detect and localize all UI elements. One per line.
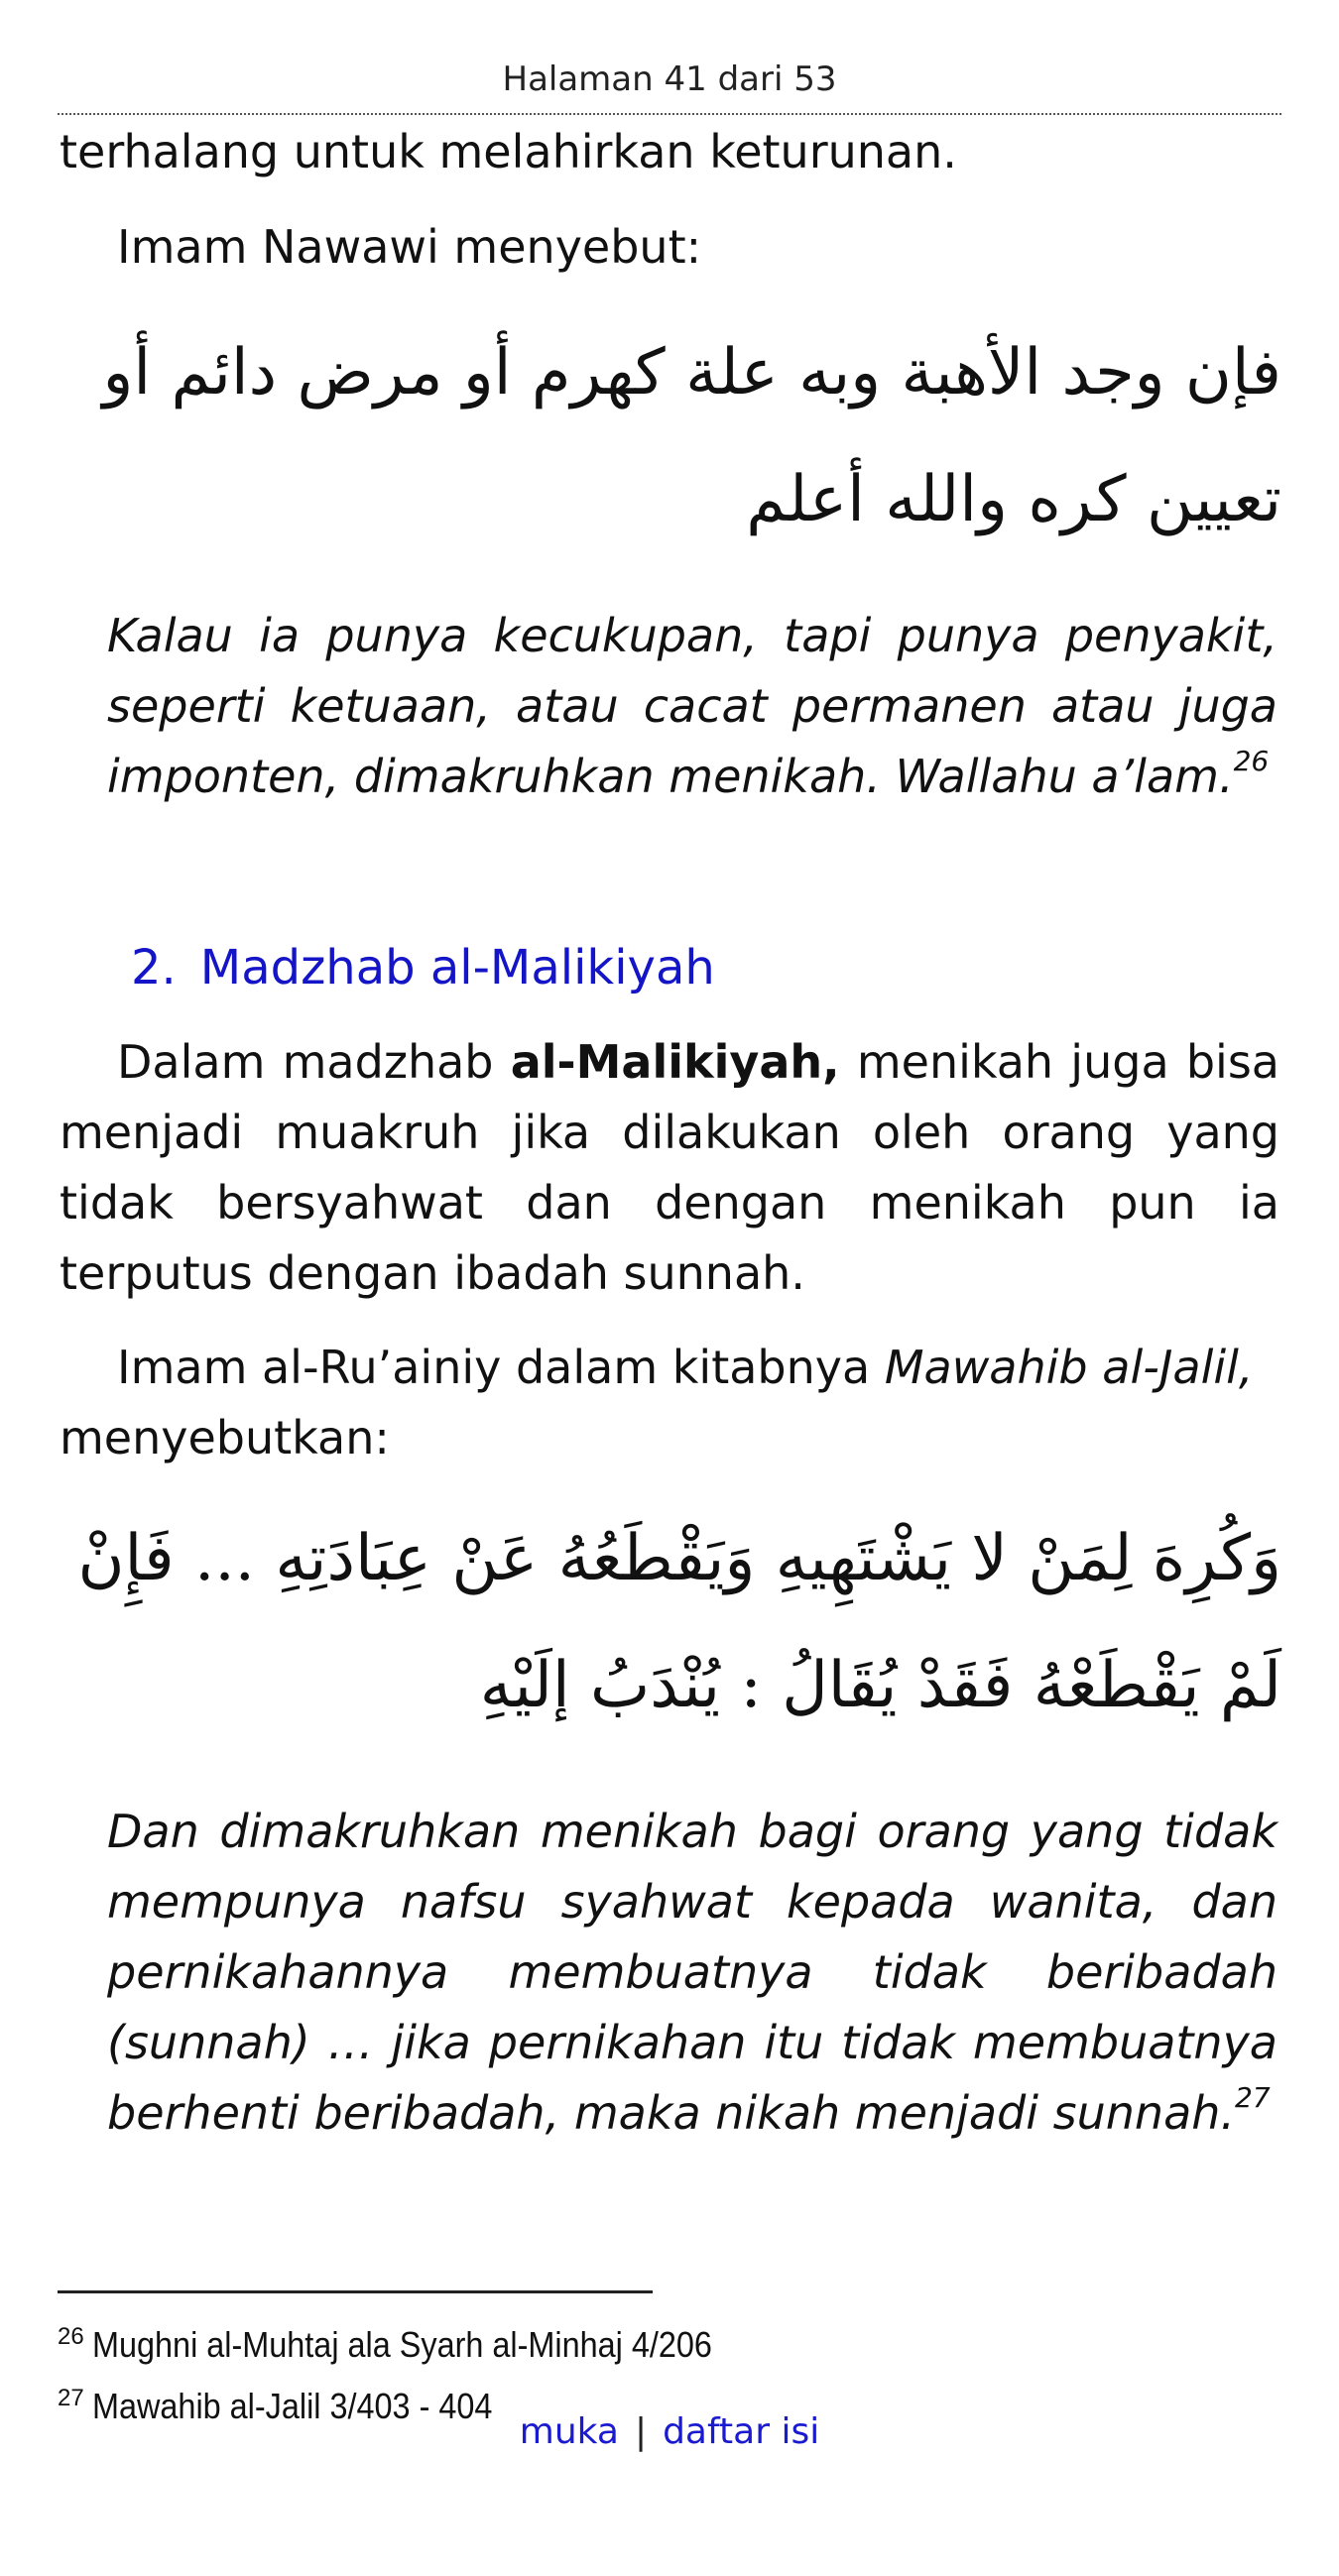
page-navigation bbox=[0, 2411, 1339, 2452]
footnote-number: 26 bbox=[58, 2323, 84, 2350]
translation-quote-ruainiy bbox=[107, 1797, 1278, 2149]
footnote-divider bbox=[58, 2290, 653, 2293]
paragraph-imam-nawawi: Imam Nawawi menyebut: bbox=[117, 220, 702, 274]
footnote-text: Mawahib al-Jalil 3/403 - 404 bbox=[91, 2386, 493, 2426]
header-divider bbox=[58, 113, 1281, 115]
footnote-number: 27 bbox=[58, 2385, 84, 2411]
footnote-ref-26[interactable]: 26 bbox=[1233, 744, 1270, 777]
footnote-item bbox=[58, 2310, 781, 2372]
muka-link[interactable]: muka bbox=[519, 2411, 619, 2452]
paragraph-text: Dalam madzhab bbox=[117, 1035, 511, 1089]
paragraph-continuation: terhalang untuk melahirkan keturunan. bbox=[60, 125, 957, 178]
translation-quote-text: Dan dimakruhkan menikah bagi orang yang tidak mempunya nafsu syahwat kepada wanita, dan pernikahannya membuatnya tidak beribadah (sunnah) … jika pernikahan itu tidak membuatnya berhenti beribadah, maka nikah menjadi sunnah. bbox=[107, 1805, 1278, 2140]
paragraph-malikiyah bbox=[60, 1027, 1279, 1309]
translation-quote-nawawi bbox=[107, 601, 1278, 812]
paragraph-text: Imam al-Ru’ainiy dalam kitabnya bbox=[117, 1341, 885, 1394]
arabic-quote-nawawi: فإن وجد الأهبة وبه علة كهرم أو مرض دائم أو تعيين كره والله أعلم bbox=[102, 336, 1281, 536]
nav-separator: | bbox=[634, 2411, 648, 2452]
footnote-ref-27[interactable]: 27 bbox=[1235, 2080, 1271, 2114]
page-header: Halaman 41 dari 53 bbox=[502, 59, 837, 99]
section-number: 2. bbox=[131, 940, 177, 995]
paragraph-text: menyebutkan: bbox=[60, 1411, 390, 1464]
arabic-quote-ruainiy: وَكُرِهَ لِمَنْ لا يَشْتَهِيهِ وَيَقْطَعُهُ عَنْ عِبَادَتِهِ ... فَإِنْ لَمْ يَقْطَعْهُ فَقَدْ يُقَالُ : يُنْدَبُ إلَيْهِ bbox=[77, 1522, 1281, 1722]
daftar-isi-link[interactable]: daftar isi bbox=[663, 2411, 820, 2452]
section-title: Madzhab al-Malikiyah bbox=[199, 940, 715, 995]
book-title: Mawahib al-Jalil, bbox=[884, 1341, 1254, 1394]
paragraph-imam-ruainiy bbox=[60, 1333, 1279, 1473]
bold-term: al-Malikiyah, bbox=[510, 1035, 840, 1089]
paragraph-text: menikah juga bisa menjadi muakruh jika dilakukan oleh orang yang tidak bersyahwat dan dengan menikah pun ia terputus dengan ibadah sunnah. bbox=[60, 1035, 1279, 1300]
section-heading-malikiyah bbox=[131, 940, 715, 995]
footnote-text: Mughni al-Muhtaj ala Syarh al-Minhaj 4/206 bbox=[91, 2324, 712, 2365]
translation-quote-text: Kalau ia punya kecukupan, tapi punya penyakit, seperti ketuaan, atau cacat permanen atau juga imponten, dimakruhkan menikah. Wallahu a’lam. bbox=[107, 609, 1278, 803]
